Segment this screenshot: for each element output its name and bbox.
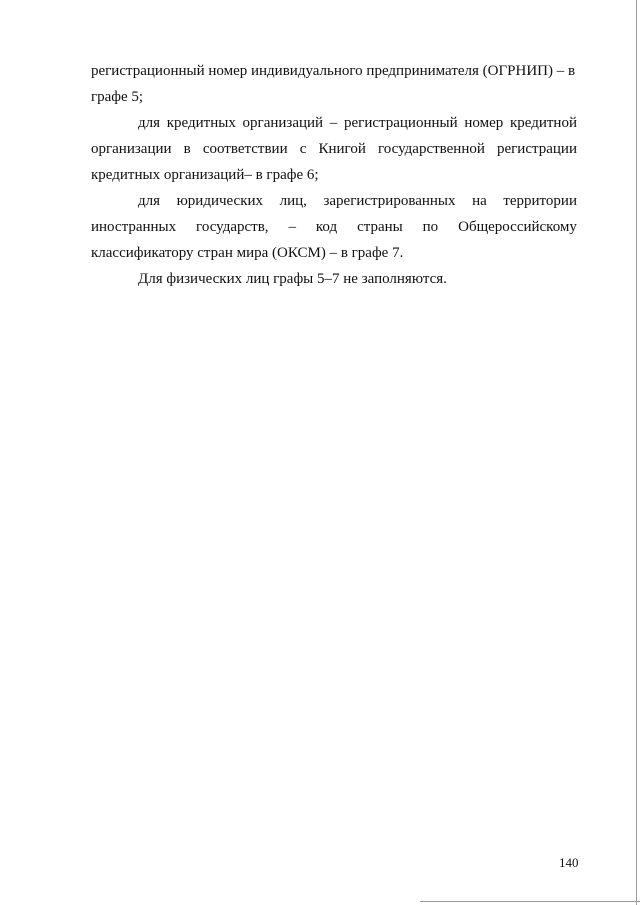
word: –: [329, 115, 338, 131]
text-line: Для физических лиц графы 5–7 не заполняются.: [138, 271, 447, 287]
word: для: [138, 193, 161, 209]
word: кредитной: [509, 115, 577, 131]
text-line: регистрационный номер индивидуального предпринимателя (ОГРНИП) – в: [91, 63, 576, 79]
word: организаций: [242, 115, 324, 131]
word: государственной: [377, 141, 485, 157]
word: государств,: [196, 219, 269, 235]
word: юридических: [176, 193, 264, 209]
word: Общероссийскому: [458, 219, 577, 235]
justified-line: [138, 114, 577, 132]
word: иностранных: [91, 219, 177, 235]
word: организации: [91, 141, 172, 157]
word: соответствии: [202, 141, 288, 157]
justified-line: [138, 192, 577, 210]
word: кредитных: [166, 115, 236, 131]
word: в: [183, 141, 191, 157]
word: регистрации: [497, 141, 577, 157]
word: страны: [357, 219, 403, 235]
text-line: классификатору стран мира (ОКСМ) – в графе 7.: [91, 245, 404, 261]
word: на: [472, 193, 487, 209]
justified-line: [91, 140, 577, 158]
word: Книгой: [318, 141, 366, 157]
word: территории: [503, 193, 577, 209]
text-line: кредитных организаций– в графе 6;: [91, 167, 319, 183]
word: номер: [464, 115, 504, 131]
word: код: [315, 219, 338, 235]
page-edge-bottom: [420, 901, 640, 902]
justified-line: [91, 218, 577, 236]
text-line: графе 5;: [91, 89, 144, 105]
word: лиц,: [279, 193, 307, 209]
page-number: 140: [559, 855, 579, 870]
word: зарегистрированных: [323, 193, 456, 209]
page-edge-right: [636, 0, 637, 905]
word: для: [138, 115, 161, 131]
word: –: [288, 219, 296, 235]
word: регистрационный: [344, 115, 458, 131]
word: с: [299, 141, 307, 157]
word: по: [422, 219, 439, 235]
